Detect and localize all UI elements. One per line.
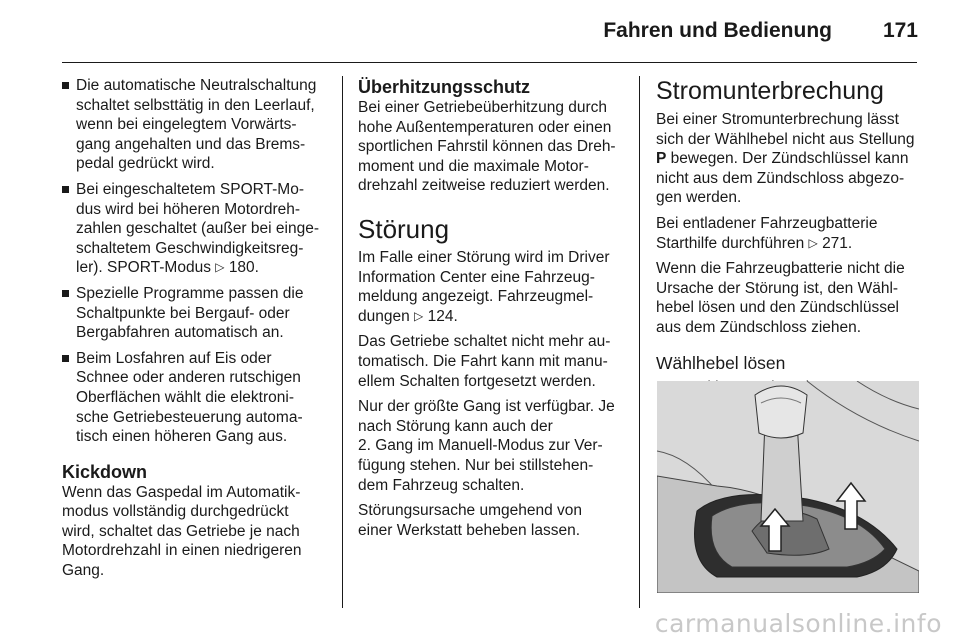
watermark-text: carmanualsonline.info — [654, 609, 942, 638]
power-paragraph-1 — [656, 110, 920, 208]
text-line: sche Getriebesteuerung automa- — [76, 408, 303, 426]
gear-lever-illustration — [657, 381, 919, 593]
feature-bullet-list — [62, 76, 334, 447]
fault-paragraph-4 — [358, 501, 624, 540]
text-line: Beim Losfahren auf Eis oder — [76, 349, 272, 367]
text-line: gen werden. — [656, 189, 742, 207]
text-line: dus wird bei höheren Motordreh- — [76, 200, 301, 218]
text-line: Das Getriebe schaltet nicht mehr au- — [358, 333, 611, 351]
text-line: tomatisch. Die Fahrt kann mit manu- — [358, 352, 608, 370]
text-line: einer Werkstatt beheben lassen. — [358, 521, 581, 539]
column-divider-2 — [639, 76, 640, 608]
text-line: Schnee oder anderen rutschigen — [76, 369, 301, 387]
page-reference-link[interactable]: 180. — [228, 259, 259, 277]
text-line: tisch einen höheren Gang aus. — [76, 428, 288, 446]
text-line: Im Falle einer Störung wird im Driver — [358, 248, 610, 266]
text-line — [656, 149, 920, 169]
text-line: wenn bei eingelegtem Vorwärts- — [76, 116, 297, 134]
text-line: pedal gedrückt wird. — [76, 155, 215, 173]
text-line: zahlen geschaltet (außer bei einge- — [76, 220, 319, 238]
text-line: modus vollständig durchgedrückt — [62, 503, 289, 521]
gear-position-p: P — [656, 150, 667, 168]
power-interruption-heading: Stromunterbrechung — [656, 77, 884, 105]
text-fragment: bewegen. Der Zündschlüssel kann — [666, 150, 909, 168]
square-bullet-icon — [62, 355, 69, 362]
text-fragment: dungen — [358, 307, 415, 325]
square-bullet-icon — [62, 82, 69, 89]
header-rule — [62, 62, 917, 63]
text-fragment: ler). SPORT-Modus — [76, 259, 216, 277]
page-reference-arrow-icon: ▷ — [808, 235, 818, 250]
page-header-title: Fahren und Bedienung — [603, 19, 832, 42]
column-2 — [358, 76, 624, 546]
text-line: Schaltpunkte bei Bergauf- oder — [76, 304, 290, 322]
column-1 — [62, 76, 334, 587]
text-line: nach Störung kann auch der — [358, 417, 553, 435]
overheat-paragraph — [358, 98, 624, 196]
text-line: sportlichen Fahrstil können das Dreh- — [358, 138, 616, 156]
text-line — [358, 307, 624, 327]
fault-paragraph-1 — [358, 248, 624, 326]
page-reference-link[interactable]: 271. — [822, 234, 853, 252]
page-reference-link[interactable]: 124. — [427, 307, 458, 325]
text-line — [76, 258, 334, 278]
square-bullet-icon — [62, 290, 69, 297]
text-line: meldung angezeigt. Fahrzeugmel- — [358, 288, 594, 306]
text-line: Bei entladener Fahrzeugbatterie — [656, 214, 878, 232]
text-line: fügung stehen. Nur bei stillstehen- — [358, 456, 594, 474]
text-line: Bergabfahren automatisch an. — [76, 324, 284, 342]
text-line: Bei einer Stromunterbrechung lässt — [656, 111, 899, 128]
release-lever-heading: Wählhebel lösen — [656, 352, 786, 373]
text-line: Wenn das Gaspedal im Automatik- — [62, 483, 301, 501]
text-line: Die automatische Neutralschaltung — [76, 77, 317, 94]
fault-paragraph-3 — [358, 397, 624, 495]
text-line: 2. Gang im Manuell-Modus zur Ver- — [358, 437, 603, 455]
bullet-item-programs — [62, 284, 334, 343]
kickdown-paragraph — [62, 483, 334, 581]
text-line: dem Fahrzeug schalten. — [358, 476, 525, 494]
text-line: drehzahl zeitweise reduziert werden. — [358, 177, 610, 195]
text-line: Bei einer Getriebeüberhitzung durch — [358, 99, 608, 116]
text-line: sich der Wählhebel nicht aus Stellung — [656, 130, 915, 148]
text-line — [656, 234, 920, 254]
text-line: hebel lösen und den Zündschlüssel — [656, 299, 900, 317]
fault-heading: Störung — [358, 213, 450, 244]
gear-lever-drawing — [657, 381, 919, 593]
text-line: Motordrehzahl in einen niedrigeren — [62, 542, 302, 560]
column-divider-1 — [342, 76, 343, 608]
text-line: hohe Außentemperaturen oder einen — [358, 118, 612, 136]
bullet-item-neutral — [62, 76, 334, 174]
column-3 — [656, 76, 920, 397]
power-paragraph-3 — [656, 259, 920, 337]
text-line: nicht aus dem Zündschloss abgezo- — [656, 169, 905, 187]
text-line: aus dem Zündschloss ziehen. — [656, 318, 862, 336]
text-line: gang angehalten und das Brems- — [76, 135, 306, 153]
text-line: schaltetem Geschwindigkeitsreg- — [76, 239, 304, 257]
text-line: schaltet selbsttätig in den Leerlauf, — [76, 96, 315, 114]
text-line: Ursache der Störung ist, den Wähl- — [656, 279, 899, 297]
page-number: 171 — [882, 19, 918, 42]
page-reference-arrow-icon: ▷ — [414, 308, 424, 323]
text-line: Störungsursache umgehend von — [358, 502, 583, 520]
text-line: Wenn die Fahrzeugbatterie nicht die — [656, 260, 905, 278]
text-line: Information Center eine Fahrzeug- — [358, 268, 595, 286]
text-line: Nur der größte Gang ist verfügbar. Je — [358, 398, 615, 416]
bullet-item-ice — [62, 349, 334, 447]
overheat-heading: Überhitzungsschutz — [358, 77, 531, 97]
text-line: ellem Schalten fortgesetzt werden. — [358, 372, 596, 390]
kickdown-heading: Kickdown — [62, 461, 148, 482]
text-line: Spezielle Programme passen die — [76, 284, 304, 302]
text-line: wird, schaltet das Getriebe je nach — [62, 522, 300, 540]
fault-paragraph-2 — [358, 332, 624, 391]
text-line: Bei eingeschaltetem SPORT-Mo- — [76, 180, 305, 198]
power-paragraph-2 — [656, 214, 920, 253]
text-line: Oberflächen wählt die elektroni- — [76, 388, 294, 406]
bullet-item-sport — [62, 180, 334, 278]
text-fragment: Starthilfe durchführen — [656, 234, 809, 252]
text-line: Gang. — [62, 562, 105, 580]
page-reference-arrow-icon: ▷ — [215, 260, 225, 275]
square-bullet-icon — [62, 186, 69, 193]
text-line: moment und die maximale Motor- — [358, 157, 589, 175]
